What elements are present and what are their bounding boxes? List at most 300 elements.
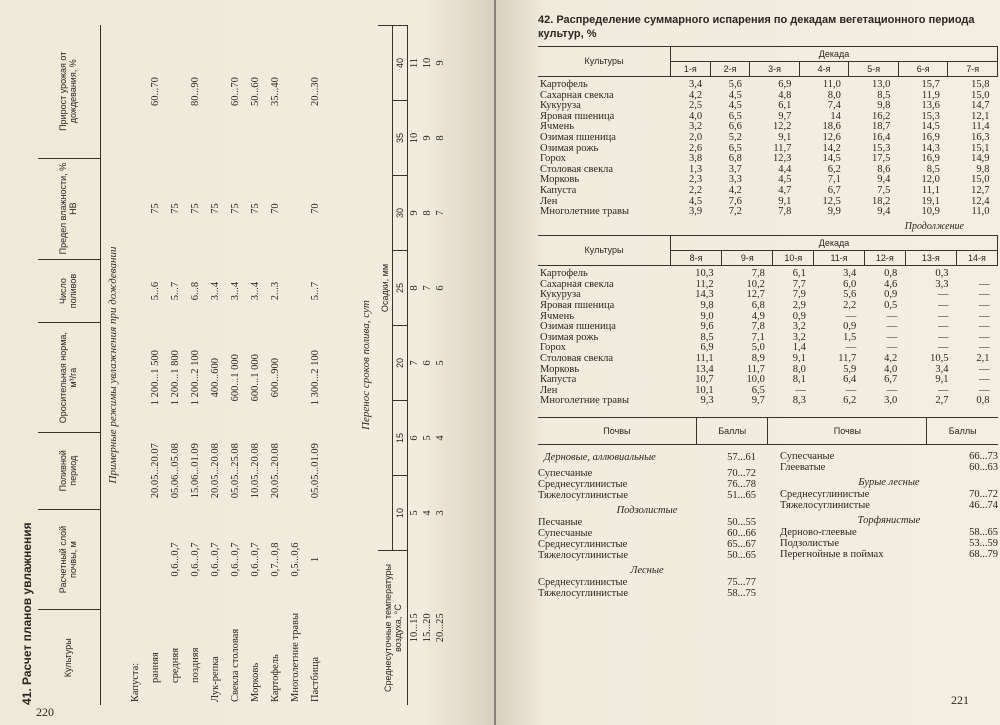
crop-name: Морковь <box>540 174 580 186</box>
decade-col-1-я: 1-я <box>671 61 711 76</box>
table41-row <box>185 25 205 705</box>
evap-value: 9,1 <box>778 131 792 143</box>
evap-value: 9,7 <box>751 395 765 407</box>
evap-value: 7,8 <box>778 206 792 218</box>
soils-right-column <box>768 444 998 599</box>
evap-value: 10,1 <box>695 384 714 396</box>
precip-col-3: 25 <box>393 251 408 326</box>
crop-name: Озимая пшеница <box>540 131 616 143</box>
crop-header-2: Культуры <box>538 235 671 265</box>
table41-row <box>245 25 265 705</box>
evap-value: 6,1 <box>778 100 792 112</box>
evap-value: 3,2 <box>792 331 806 343</box>
soil-group-heading <box>780 476 998 489</box>
table41-cell <box>285 323 305 432</box>
transfer-cell: 20...25 <box>435 613 446 643</box>
crop-name: Горох <box>540 153 566 165</box>
transfer-row <box>408 26 422 706</box>
soil-score: 50...65 <box>727 549 756 561</box>
transfer-cell: 8 <box>409 285 420 291</box>
soil-score: 70...72 <box>969 488 998 500</box>
evap-value: 9,8 <box>976 163 990 175</box>
soil-row <box>780 489 998 500</box>
transfer-cell: 8 <box>422 210 433 216</box>
evap-value: 7,5 <box>877 184 891 196</box>
table41-header-1: Расчетный слой почвы, м <box>38 509 101 610</box>
soil-row <box>538 577 756 588</box>
crop-name: Лен <box>540 384 558 396</box>
decade-header: Декада <box>671 46 998 61</box>
evap-value: 3,4 <box>689 79 703 90</box>
table41-cell: Пастбища <box>309 656 321 702</box>
table41-header-5: Предел влажности, % НВ <box>38 158 101 259</box>
table41-cell: 600...1 000 <box>249 354 261 402</box>
transfer-cell: 7 <box>435 210 446 216</box>
evap-value: 6,7 <box>884 374 898 386</box>
soil-row <box>538 550 756 561</box>
soil-row <box>538 490 756 501</box>
table41-cell <box>285 432 305 509</box>
evap-value: 15,3 <box>872 142 891 154</box>
scores-header-2: Баллы <box>927 417 998 444</box>
crop-name: Озимая рожь <box>540 142 599 154</box>
evap-value: 6,9 <box>778 79 792 90</box>
crop-row <box>538 322 998 333</box>
evap-value: — <box>979 374 990 386</box>
evap-value: — <box>886 310 898 322</box>
evap-value: 3,8 <box>689 153 703 165</box>
transfer-row <box>434 26 447 706</box>
evap-value: 11,2 <box>695 278 714 290</box>
table41-cell: 1 200...1 800 <box>169 350 181 406</box>
transfer-cell: 8 <box>435 135 446 141</box>
soil-score: 50...55 <box>727 516 756 528</box>
evap-value: — <box>979 310 990 322</box>
soil-row <box>538 588 756 599</box>
evap-value: 9,7 <box>778 110 792 122</box>
table41-cell: 600...1 000 <box>229 354 241 402</box>
table41-row <box>305 25 325 705</box>
table41-cell: 0,6...0,7 <box>169 542 181 577</box>
table41-cell: 20...30 <box>309 77 321 106</box>
evap-value: 8,9 <box>751 352 765 364</box>
evap-value: 10,0 <box>746 374 765 386</box>
precip-col-6: 40 <box>393 26 408 101</box>
evap-value: 4,0 <box>884 363 898 375</box>
table41-cell <box>205 25 225 158</box>
crop-name: Морковь <box>540 363 580 375</box>
table41-cell <box>125 158 145 259</box>
crop-header: Культуры <box>538 46 671 76</box>
table41-cell: 75 <box>229 203 241 214</box>
evap-value: 3,3 <box>935 278 949 290</box>
soil-name: Дерново-глеевые <box>779 526 857 538</box>
evap-value: 6,8 <box>751 300 765 311</box>
evap-value: 17,5 <box>872 153 891 165</box>
soil-group-wrap <box>538 451 756 464</box>
soil-name: Тяжелосуглинистые <box>538 587 628 599</box>
evap-value: 4,5 <box>689 195 703 207</box>
evap-value: 3,0 <box>884 395 898 407</box>
evap-value: 5,6 <box>728 79 742 90</box>
table41-cell: 5...6 <box>149 281 161 301</box>
evap-value: — <box>979 278 990 290</box>
evap-value: 2,2 <box>689 184 703 196</box>
table41-cell: 10.05...20.08 <box>249 443 261 499</box>
soil-score: 75...77 <box>727 576 756 588</box>
table41-cell: 3...4 <box>249 281 261 301</box>
soil-row <box>538 528 756 539</box>
table41-row <box>265 25 285 705</box>
table41-cell: ранняя <box>149 652 161 683</box>
table41-cell: 20.05...20.08 <box>269 443 281 499</box>
evap-value: 3,9 <box>689 206 703 218</box>
evap-value: 0,5 <box>884 300 898 311</box>
evap-value: 6,1 <box>792 268 806 280</box>
table41-cell: Свекла столовая <box>229 628 241 702</box>
table41-cell: 0,6...0,7 <box>189 542 201 577</box>
table41-cell: 1 <box>309 556 321 563</box>
evap-value <box>956 269 997 280</box>
transfer-cell: 10...15 <box>409 613 420 643</box>
table41-cell: Капуста: <box>129 662 141 702</box>
evap-value: 3,7 <box>728 163 742 175</box>
soil-group-heading <box>538 564 756 577</box>
table41-row <box>165 25 185 705</box>
soil-score: 57...61 <box>727 451 756 463</box>
table41-row <box>205 25 225 705</box>
soil-row <box>538 539 756 550</box>
table41-cell: 60...70 <box>229 77 241 106</box>
precip-col-1: 15 <box>393 401 408 476</box>
table41-cell: 0,6...0,7 <box>229 542 241 577</box>
soil-row <box>780 549 998 560</box>
table42-title: 42. Распределение суммарного испарения по декадам вегетационного периода культур, % <box>538 14 975 40</box>
evap-value: 10,2 <box>746 278 765 290</box>
evap-value: 8,6 <box>877 163 891 175</box>
decade-col-13-я: 13-я <box>905 250 956 265</box>
table41-cell <box>125 509 145 610</box>
table41-section-row <box>101 25 126 705</box>
evap-value: 2,2 <box>843 300 857 311</box>
soils-header-2: Почвы <box>768 417 927 444</box>
soil-row <box>780 538 998 549</box>
evap-value: — <box>979 363 990 375</box>
evap-value: 7,4 <box>827 100 841 112</box>
table41-cell: средняя <box>169 647 181 683</box>
evap-value: 9,1 <box>778 195 792 207</box>
evap-value: 1,3 <box>689 163 703 175</box>
decade-header-2: Декада <box>671 235 998 250</box>
table41-title: 41. Расчет планов увлажнения <box>20 522 34 705</box>
evap-value: 4,9 <box>751 310 765 322</box>
table41-cell <box>125 25 145 158</box>
evap-value: 7,1 <box>827 174 841 186</box>
evap-value: 12,6 <box>822 131 841 143</box>
table41-cell: 6...8 <box>189 281 201 301</box>
soil-name: Перегнойные в поймах <box>779 548 884 560</box>
table41-rotated <box>20 25 490 705</box>
table41-cell: 600...900 <box>269 358 281 398</box>
soil-name: Среднесуглинистые <box>538 478 628 490</box>
evap-value: 14,9 <box>971 153 990 165</box>
evap-value: — <box>886 331 898 343</box>
evap-value: 5,2 <box>728 131 742 143</box>
table41-cell: 20.05...20.08 <box>209 443 221 499</box>
evap-value: 15,0 <box>971 174 990 186</box>
evap-value: — <box>979 289 990 301</box>
evap-value: — <box>979 300 990 311</box>
evap-value: 15,1 <box>971 142 990 154</box>
evap-value: 18,2 <box>872 195 891 207</box>
soil-row <box>538 479 756 490</box>
crop-name: Горох <box>540 342 566 354</box>
crop-row <box>538 207 998 218</box>
evap-value: 0,3 <box>935 268 949 280</box>
evap-value: 13,6 <box>921 100 940 112</box>
evap-value: 14 <box>830 110 841 122</box>
transfer-cell: 6 <box>435 285 446 291</box>
transfer-cell: 15...20 <box>422 613 433 643</box>
evap-value: 12,5 <box>822 195 841 207</box>
decade-col-5-я: 5-я <box>849 61 899 76</box>
decade-col-12-я: 12-я <box>864 250 905 265</box>
evap-value: 7,2 <box>728 206 742 218</box>
evap-value: 6,5 <box>751 384 765 396</box>
soil-score: 68...79 <box>969 548 998 560</box>
soil-row <box>780 462 998 473</box>
evap-value: 11,1 <box>695 352 714 364</box>
table41-cell: 0,7...0,8 <box>269 542 281 577</box>
transfer-cell: 4 <box>435 435 446 441</box>
soil-group-name: Лесные <box>630 564 664 576</box>
evap-value: — <box>795 384 806 396</box>
table41-header-6: Прирост урожая от дождевания, % <box>38 25 101 158</box>
table41-cell: 0,6...0,7 <box>209 542 221 577</box>
table41-cell <box>125 432 145 509</box>
table41-cell: поздняя <box>189 647 201 683</box>
evap-value: 11,4 <box>971 121 990 133</box>
evap-value: — <box>937 331 949 343</box>
evap-value: 12,0 <box>921 174 940 186</box>
crop-name: Сахарная свекла <box>540 278 614 290</box>
right-content <box>508 14 998 599</box>
evap-value: 7,9 <box>792 289 806 301</box>
evap-value: 5,0 <box>751 342 765 354</box>
evap-value: 3,2 <box>792 321 806 333</box>
evap-value: 4,8 <box>778 89 792 101</box>
evap-value: 2,6 <box>689 142 703 154</box>
evap-value: 6,8 <box>728 153 742 165</box>
table41-header-2: Поливной период <box>38 432 101 509</box>
evap-value: 8,5 <box>700 331 714 343</box>
evap-value: — <box>979 331 990 343</box>
soil-name: Песчаные <box>538 516 583 528</box>
crop-name: Столовая свекла <box>540 352 614 364</box>
crop-name: Капуста <box>540 184 577 196</box>
evap-value: 9,1 <box>792 352 806 364</box>
soil-score: 53...59 <box>969 537 998 549</box>
soil-group-name: Бурые лесные <box>858 476 920 488</box>
table41-cell: 400...600 <box>209 358 221 398</box>
evap-value: 15,0 <box>971 89 990 101</box>
table41-cell: Многолетние травы <box>289 612 301 702</box>
evap-value: 18,7 <box>872 121 891 133</box>
evap-value: — <box>979 321 990 333</box>
soil-score: 65...67 <box>727 538 756 550</box>
soil-row <box>780 500 998 511</box>
evap-value: 0,9 <box>792 310 806 322</box>
evap-value: 16,9 <box>921 153 940 165</box>
crop-name: Многолетние травы <box>540 395 630 407</box>
evap-value: 12,7 <box>971 184 990 196</box>
evap-value: 3,4 <box>935 363 949 375</box>
evap-value: 0,9 <box>843 321 857 333</box>
decade-col-2-я: 2-я <box>710 61 750 76</box>
evap-value: 8,5 <box>926 163 940 175</box>
evap-value: 14,7 <box>971 100 990 112</box>
crop-name: Ячмень <box>540 121 574 133</box>
evap-value: 10,7 <box>695 374 714 386</box>
evap-value: — <box>845 342 857 354</box>
precip-col-2: 20 <box>393 326 408 401</box>
transfer-cell: 7 <box>409 360 420 366</box>
soils-left-column <box>538 444 768 599</box>
crop-row <box>538 186 998 197</box>
crop-name: Кукуруза <box>540 100 581 112</box>
table41-cell: 5...7 <box>169 281 181 301</box>
crop-name: Столовая свекла <box>540 163 614 175</box>
evap-value: 4,6 <box>884 278 898 290</box>
evap-value: 9,9 <box>827 206 841 218</box>
left-page <box>0 0 494 725</box>
evap-value: — <box>937 310 949 322</box>
evap-value: — <box>937 300 949 311</box>
table41-row <box>285 25 305 705</box>
evap-value: 9,8 <box>700 300 714 311</box>
page-number-left: 220 <box>36 705 54 719</box>
crop-name: Ячмень <box>540 310 574 322</box>
evap-value: 9,3 <box>700 395 714 407</box>
evap-value: 3,4 <box>843 268 857 280</box>
evap-value: — <box>845 384 857 396</box>
table41-cell: 3...4 <box>229 281 241 301</box>
evap-value: 0,8 <box>976 395 990 407</box>
soil-score: 58...75 <box>727 587 756 599</box>
table41-cell <box>285 25 305 158</box>
soil-group-heading <box>538 451 756 464</box>
decade-col-7-я: 7-я <box>948 61 998 76</box>
soil-score: 51...65 <box>727 489 756 501</box>
table41-row <box>225 25 245 705</box>
continuation-label: Продолжение <box>904 220 964 232</box>
evap-value: 16,9 <box>921 131 940 143</box>
evap-value: 9,0 <box>700 310 714 322</box>
table41-cell: 70 <box>309 203 321 214</box>
transfer-table <box>378 25 447 705</box>
evap-value: — <box>937 384 949 396</box>
table41-cell: 75 <box>189 203 201 214</box>
transfer-cell: 5 <box>435 360 446 366</box>
evap-value: 4,4 <box>778 163 792 175</box>
decade-col-14-я: 14-я <box>956 250 997 265</box>
evap-value: 14,5 <box>921 121 940 133</box>
evap-value: 11,7 <box>746 363 765 375</box>
evap-value: 6,7 <box>827 184 841 196</box>
crop-name: Яровая пшеница <box>540 300 615 311</box>
soil-group-name: Подзолистые <box>616 504 678 516</box>
table41-cell: Морковь <box>249 662 261 702</box>
table41-cell: 0,5...0,6 <box>289 542 301 577</box>
evap-value: 3,3 <box>728 174 742 186</box>
evap-value: 6,5 <box>728 110 742 122</box>
table41-section-title: Примерные режимы увлажнения при дождевании <box>107 246 119 484</box>
evap-value: 15,3 <box>921 110 940 122</box>
evap-value: 13,4 <box>695 363 714 375</box>
table41-cell: 0,6...0,7 <box>249 542 261 577</box>
table41-cell: 05.05...25.08 <box>229 443 241 499</box>
soil-row <box>538 517 756 528</box>
evap-value: 0,9 <box>884 289 898 301</box>
evap-value: 12,3 <box>772 153 792 165</box>
transfer-row <box>421 26 434 706</box>
evap-value: — <box>979 384 990 396</box>
table41-cell: 20.05...20.07 <box>149 443 161 499</box>
evap-value: 11,0 <box>822 79 841 90</box>
page-number-right: 221 <box>951 693 969 707</box>
soil-name: Среднесуглинистые <box>779 488 870 500</box>
evap-value: 9,6 <box>700 321 714 333</box>
table41-cell: 1 300...2 100 <box>309 350 321 406</box>
crop-row <box>538 133 998 144</box>
crop-name: Озимая рожь <box>540 331 599 343</box>
evap-value: 19,1 <box>921 195 940 207</box>
evap-value: 6,2 <box>827 163 841 175</box>
crop-row <box>538 396 998 407</box>
evap-value: 8,1 <box>792 374 806 386</box>
evap-value: 4,5 <box>778 174 792 186</box>
evap-value: 1,4 <box>792 342 806 354</box>
table41-cell: 1 200...2 100 <box>189 350 201 406</box>
evap-value: 8,3 <box>792 395 806 407</box>
soil-group-name: Торфянистые <box>857 514 921 526</box>
evap-value: 2,0 <box>689 131 703 143</box>
decade-col-11-я: 11-я <box>814 250 864 265</box>
evap-value: 12,2 <box>772 121 792 133</box>
table41 <box>38 25 325 705</box>
table41-cell: 05.06...05.08 <box>169 443 181 499</box>
table41-cell <box>125 323 145 432</box>
soil-name: Тяжелосуглинистые <box>538 549 628 561</box>
evap-value: 14,3 <box>695 289 714 301</box>
soil-row <box>780 527 998 538</box>
evap-value: 4,5 <box>728 100 742 112</box>
table42-part1 <box>538 46 998 218</box>
crop-name: Картофель <box>540 268 588 280</box>
evap-value: 4,2 <box>728 184 742 196</box>
soil-score: 58...65 <box>969 526 998 538</box>
evap-value: 4,7 <box>778 184 792 196</box>
table41-cell: 5...7 <box>309 281 321 301</box>
evap-value: 11,9 <box>921 89 940 101</box>
evap-value: 8,5 <box>877 89 891 101</box>
soil-score: 60...63 <box>969 461 998 473</box>
evap-value: 5,6 <box>843 289 857 301</box>
table41-cell <box>165 25 185 158</box>
evap-value: — <box>886 321 898 333</box>
table41-cell: 2...3 <box>269 281 281 301</box>
decade-col-8-я: 8-я <box>671 250 722 265</box>
